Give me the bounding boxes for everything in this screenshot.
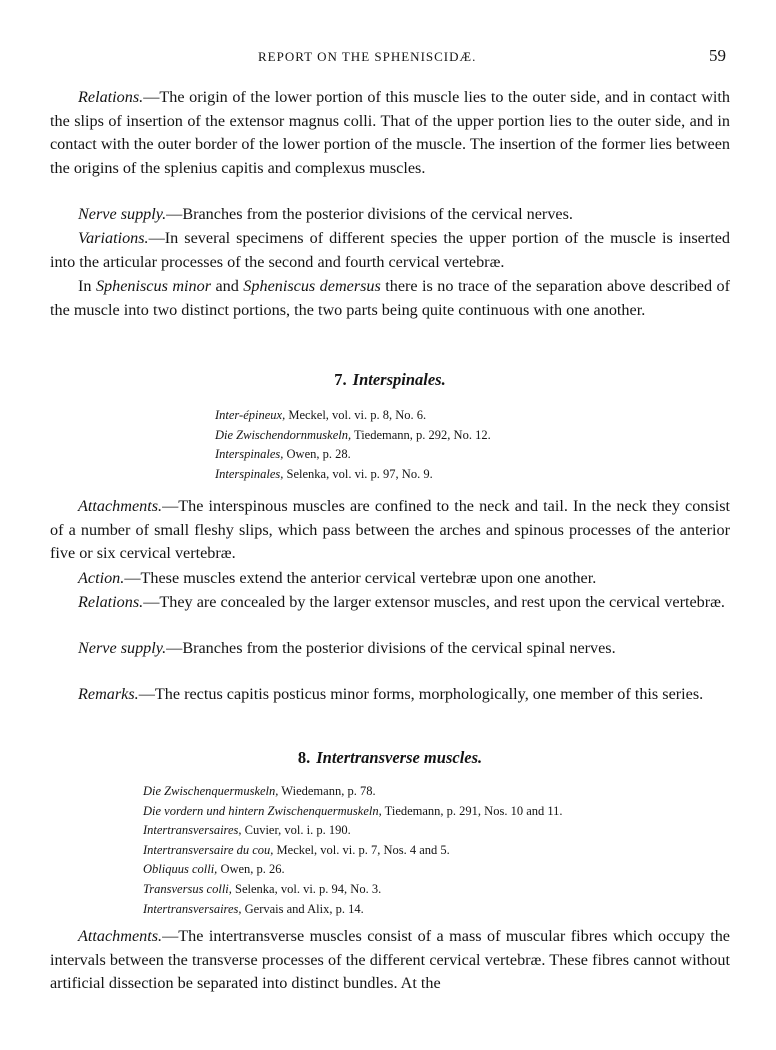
synonym-entry (143, 841, 563, 861)
paragraph-text: —The intertransverse muscles consist of a mass of muscular fibres which occupy the intervals between the transverse processes of the different cervical vertebræ. These fibres cannot without artificial dissection be separated into distinct bundles. At the (50, 927, 730, 992)
relations-paragraph-7 (50, 591, 730, 615)
relations-paragraph (50, 86, 730, 180)
paragraph-text: —The origin of the lower portion of this muscle lies to the outer side, and in contact with the slips of insertion of the extensor magnus colli. That of the upper portion lies to the outer side, and in contact with the outer border of the lower portion of the muscle. The insertion of the former lies between the origins of the splenius capitis and complexus muscles. (50, 88, 730, 177)
variations-paragraph (50, 227, 730, 274)
section-title: Interspinales. (352, 370, 446, 389)
nerve-supply-paragraph (50, 203, 730, 227)
synonym-entry (143, 821, 563, 841)
paragraph-text: —These muscles extend the anterior cervical vertebræ upon one another. (124, 569, 597, 587)
paragraph-lead: Nerve supply. (78, 639, 167, 657)
synonym-entry (215, 406, 491, 426)
synonym-ref: Wiedemann, p. 78. (278, 784, 376, 798)
paragraph-text: —Branches from the posterior divisions of the cervical nerves. (166, 205, 573, 223)
synonym-name: Die Zwischendornmuskeln, (215, 427, 352, 442)
running-title: REPORT ON THE SPHENISCIDÆ. (258, 49, 477, 64)
remarks-paragraph (50, 683, 730, 707)
synonym-ref: Owen, p. 28. (283, 447, 351, 462)
synonym-ref: Meckel, vol. vi. p. 8, No. 6. (285, 408, 427, 422)
synonym-name: Interspinales, (215, 447, 284, 462)
synonym-name: Die vordern und hintern Zwischenquermuskeln, (143, 803, 382, 818)
synonym-name: Obliquus colli, (143, 862, 218, 877)
section-title: Intertransverse muscles. (316, 748, 483, 767)
paragraph-lead: Nerve supply. (78, 205, 167, 223)
synonym-ref: Meckel, vol. vi. p. 7, Nos. 4 and 5. (273, 842, 450, 857)
synonym-entry (143, 900, 563, 920)
paragraph-text: —The rectus capitis posticus minor forms, morphologically, one member of this series. (138, 685, 704, 703)
paragraph-lead: Variations. (78, 229, 149, 247)
synonym-name: Transversus colli, (143, 881, 232, 896)
synonym-entry (143, 880, 563, 900)
section-number: 7. (334, 370, 347, 389)
paragraph-lead: Relations. (78, 593, 144, 611)
synonym-entry (215, 445, 491, 465)
synonym-ref: Owen, p. 26. (217, 862, 285, 877)
paragraph-text: —Branches from the posterior divisions of the cervical spinal nerves. (166, 639, 616, 657)
species-text-1: In (78, 277, 96, 295)
paragraph-lead: Remarks. (78, 685, 139, 703)
section-7-heading (50, 370, 730, 390)
synonym-ref: Gervais and Alix, p. 14. (241, 901, 364, 916)
paragraph-lead: Attachments. (78, 927, 163, 945)
page-number: 59 (709, 46, 726, 65)
section-8-heading (50, 748, 730, 768)
synonym-name: Intertransversaires, (143, 823, 242, 838)
paragraph-lead: Attachments. (78, 497, 163, 515)
synonym-name: Interspinales, (215, 466, 284, 481)
paragraph-lead: Relations. (78, 88, 144, 106)
synonym-ref: Tiedemann, p. 292, No. 12. (351, 427, 491, 442)
synonym-entry (215, 426, 491, 446)
species-name-demersus: Spheniscus demersus (243, 277, 381, 295)
synonym-entry (143, 860, 563, 880)
section-8-synonymy (143, 782, 563, 919)
paragraph-text: —In several specimens of different species the upper portion of the muscle is inserted into the articular processes of the second and fourth cervical vertebræ. (50, 229, 730, 271)
paragraph-lead: Action. (78, 569, 125, 587)
paragraph-text: —The interspinous muscles are confined to the neck and tail. In the neck they consist of a number of small fleshy slips, which pass between the arches and spinous processes of the anterior five or six cervical vertebræ. (50, 497, 730, 562)
species-text-3: there is no trace of the separation above described of the muscle into two distinct portions, the two parts being quite continuous with one another. (50, 277, 731, 319)
attachments-paragraph-8 (50, 925, 730, 996)
synonym-name: Inter-épineux, (215, 408, 286, 422)
species-paragraph (50, 275, 730, 322)
synonym-ref: Cuvier, vol. i. p. 190. (241, 823, 351, 838)
synonym-ref: Selenka, vol. vi. p. 94, No. 3. (231, 881, 382, 896)
section-number: 8. (297, 748, 311, 767)
synonym-entry (143, 782, 563, 802)
synonym-entry (215, 465, 491, 485)
attachments-paragraph (50, 495, 730, 566)
nerve-supply-paragraph-7 (50, 637, 730, 661)
synonym-name: Die Zwischenquermuskeln, (143, 784, 279, 798)
synonym-ref: Tiedemann, p. 291, Nos. 10 and 11. (381, 803, 563, 818)
synonym-name: Intertransversaire du cou, (143, 842, 274, 857)
synonym-entry (143, 802, 563, 822)
running-head (50, 45, 730, 67)
section-7-synonymy (215, 406, 491, 484)
action-paragraph (50, 567, 730, 591)
paragraph-text: —They are concealed by the larger extensor muscles, and rest upon the cervical vertebræ. (143, 593, 725, 611)
synonym-ref: Selenka, vol. vi. p. 97, No. 9. (283, 466, 433, 481)
species-name-minor: Spheniscus minor (95, 277, 211, 295)
species-text-2: and (211, 277, 244, 295)
synonym-name: Intertransversaires, (143, 901, 242, 916)
